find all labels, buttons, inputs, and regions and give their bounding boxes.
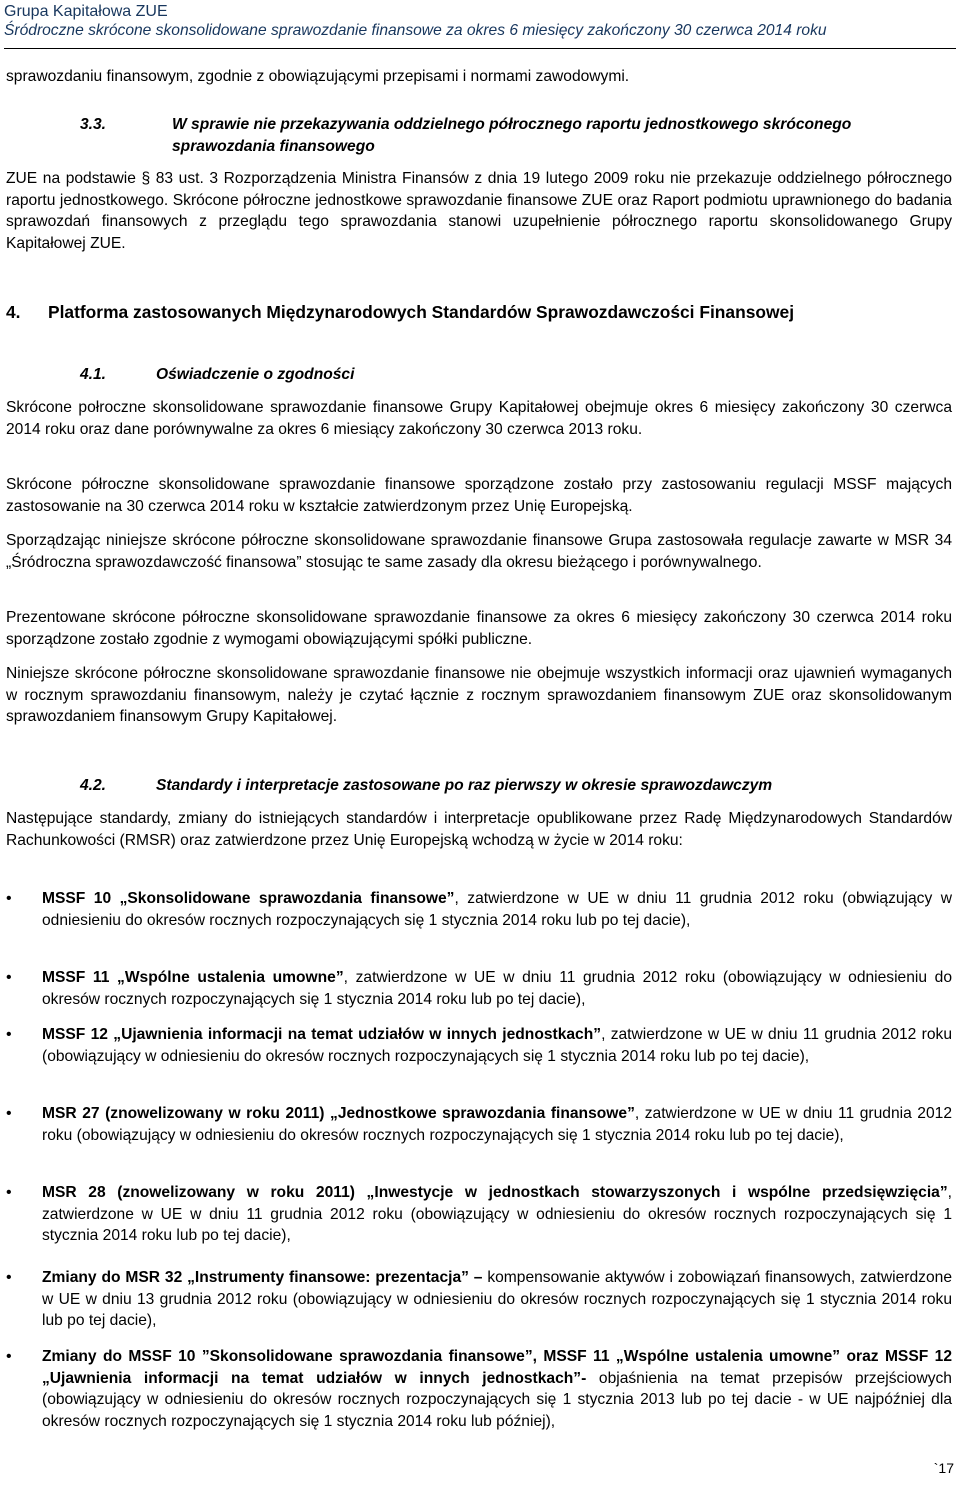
section-4-1-title: Oświadczenie o zgodności	[156, 366, 355, 383]
list-item	[42, 1024, 952, 1067]
section-4-1-paragraph: Sporządzając niniejsze skrócone półroczne skonsolidowane sprawozdanie finansowe Grupa zastosowała regulacje zawarte w MSR 34 „Śródroczna sprawozdawczość finansowa” stosując te same zasady dla okresu bieżącego i porównywalnego.	[6, 532, 952, 571]
list-item	[42, 1267, 952, 1332]
list-item-title: Zmiany do MSR 32 „Instrumenty finansowe: prezentacja” –	[42, 1269, 483, 1286]
list-item-title: MSSF 12 „Ujawnienia informacji na temat udziałów w innych jednostkach”	[42, 1026, 602, 1043]
header-subtitle: Śródroczne skrócone skonsolidowane sprawozdanie finansowe za okres 6 miesięcy zakończony 30 czerwca 2014 roku	[4, 22, 827, 39]
section-3-3-heading	[80, 114, 880, 158]
section-4-1-paragraph: Niniejsze skrócone półroczne skonsolidowane sprawozdanie finansowe nie obejmuje wszystkich informacji oraz ujawnień wymaganych w rocznym sprawozdaniu finansowym, należy je czytać łącznie z rocznym sprawozdaniem finansowym ZUE oraz skonsolidowanym sprawozdaniem finansowym Grupy Kapitałowej.	[6, 665, 952, 725]
header-divider	[4, 48, 956, 49]
section-4-1-number: 4.1.	[80, 366, 107, 383]
section-4-number: 4.	[6, 302, 21, 322]
bullet-icon: •	[6, 969, 12, 986]
list-item-text: kompensowanie aktywów i zobowiązań finansowych, zatwierdzone w UE w dniu 13 grudnia 2012 roku (obowiązujący w odniesieniu do okresów rocznych rozpoczynających się 1 stycznia 2014 roku lub po tej dacie),	[42, 1269, 952, 1329]
list-item-title: MSSF 11 „Wspólne ustalenia umowne”	[42, 969, 344, 986]
list-item	[42, 888, 952, 931]
section-4-2-number: 4.2.	[80, 777, 107, 794]
section-4-2-title: Standardy i interpretacje zastosowane po raz pierwszy w okresie sprawozdawczym	[156, 777, 773, 794]
bullet-icon: •	[6, 1348, 12, 1365]
list-item-text: , zatwierdzone w UE w dniu 11 grudnia 2012 roku (obowiązujący w odniesieniu do okresów rocznych rozpoczynających się 1 stycznia 2014 roku lub po tej dacie),	[42, 1026, 952, 1065]
section-3-3-number: 3.3.	[80, 116, 107, 133]
header-company: Grupa Kapitałowa ZUE	[4, 3, 168, 20]
list-item-text: , zatwierdzone w UE w dniu 11 grudnia 2012 roku (obowiązujący w odniesieniu do okresów rocznych rozpoczynających się 1 stycznia 2014 roku lub po tej dacie),	[42, 969, 952, 1008]
list-item-title: MSR 27 (znowelizowany w roku 2011) „Jednostkowe sprawozdania finansowe”	[42, 1105, 635, 1122]
bullet-icon: •	[6, 1105, 12, 1122]
page-header	[4, 2, 956, 40]
list-item	[42, 1103, 952, 1146]
list-item	[42, 967, 952, 1010]
section-4-2-intro: Następujące standardy, zmiany do istniejących standardów i interpretacje opublikowane przez Radę Międzynarodowych Standardów Rachunkowości (RMSR) oraz zatwierdzone przez Unię Europejską wchodzą w życie w 2014 roku:	[6, 810, 952, 849]
section-3-3-title: W sprawie nie przekazywania oddzielnego półrocznego raportu jednostkowego skróconego sprawozdania finansowego	[172, 116, 852, 155]
section-4-1-paragraph: Skrócone półroczne skonsolidowane sprawozdanie finansowe sporządzone zostało przy zastosowaniu regulacji MSSF mających zastosowanie na 30 czerwca 2014 roku w kształcie zatwierdzonym przez Unię Europejską.	[6, 476, 952, 515]
list-item-text: , zatwierdzone w UE w dniu 11 grudnia 2012 roku (obwiązujący w odniesieniu do okresów rocznych rozpoczynających się 1 stycznia 2014 roku lub po tej dacie),	[42, 890, 952, 929]
intro-line: sprawozdaniu finansowym, zgodnie z obowiązującymi przepisami i normami zawodowymi.	[6, 68, 630, 85]
section-3-3-body: ZUE na podstawie § 83 ust. 3 Rozporządzenia Ministra Finansów z dnia 19 lutego 2009 roku nie przekazuje oddzielnego półrocznego raportu jednostkowego. Skrócone półroczne jednostkowe sprawozdanie finansowe ZUE oraz Raport podmiotu uprawnionego do badania sprawozdań finansowych z przeglądu tego sprawozdania stanowi uzupełnienie półrocznego raportu skonsolidowanego Grupy Kapitałowej ZUE.	[6, 170, 952, 252]
list-item-title: MSR 28 (znowelizowany w roku 2011) „Inwestycje w jednostkach stowarzyszonych i wspólne przedsięwzięcia”	[42, 1184, 948, 1201]
list-item-text: , zatwierdzone w UE w dniu 11 grudnia 2012 roku (obowiązujący w odniesieniu do okresów rocznych rozpoczynających się 1 stycznia 2014 roku lub po tej dacie),	[42, 1105, 952, 1144]
section-4-heading	[6, 300, 794, 324]
section-4-2-heading	[80, 775, 940, 797]
bullet-icon: •	[6, 1269, 12, 1286]
page-number: `17	[933, 1460, 954, 1476]
section-4-title: Platforma zastosowanych Międzynarodowych Standardów Sprawozdawczości Finansowej	[48, 302, 795, 322]
section-4-1-paragraph: Skrócone połroczne skonsolidowane sprawozdanie finansowe Grupy Kapitałowej obejmuje okres 6 miesięcy zakończony 30 czerwca 2014 roku oraz dane porównywalne za okres 6 miesiący zakończony 30 czerwca 2013 roku.	[6, 399, 952, 438]
list-item-text: objaśnienia na temat przepisów przejściowych (obowiązujący w odniesieniu do okresów rocznych rozpoczynających się 1 stycznia 2013 lub po tej dacie - w UE najpóźniej dla okresów rocznych rozpoczynających się 1 stycznia 2014 roku lub później),	[42, 1369, 952, 1430]
section-4-1-paragraph: Prezentowane skrócone półroczne skonsolidowane sprawozdanie finansowe za okres 6 miesięcy zakończony 30 czerwca 2014 roku sporządzone zostało zgodnie z wymogami obowiązującymi spółki publiczne.	[6, 609, 952, 648]
bullet-icon: •	[6, 1026, 12, 1043]
list-item-title: Zmiany do MSSF 10 ”Skonsolidowane sprawozdania finansowe”, MSSF 11 „Wspólne ustalenia umowne” oraz MSSF 12 „Ujawnienia informacji na temat udziałów w innych jednostkach”-	[42, 1348, 952, 1387]
bullet-icon: •	[6, 890, 12, 907]
section-4-1-heading	[80, 364, 880, 386]
list-item-text: , zatwierdzone w UE w dniu 11 grudnia 2012 roku (obowiązujący w odniesieniu do okresów rocznych rozpoczynających się 1 stycznia 2014 roku lub po tej dacie),	[42, 1184, 952, 1244]
bullet-icon: •	[6, 1184, 12, 1201]
list-item	[42, 1182, 952, 1247]
list-item-title: MSSF 10 „Skonsolidowane sprawozdania finansowe”	[42, 890, 455, 907]
list-item	[42, 1346, 952, 1432]
